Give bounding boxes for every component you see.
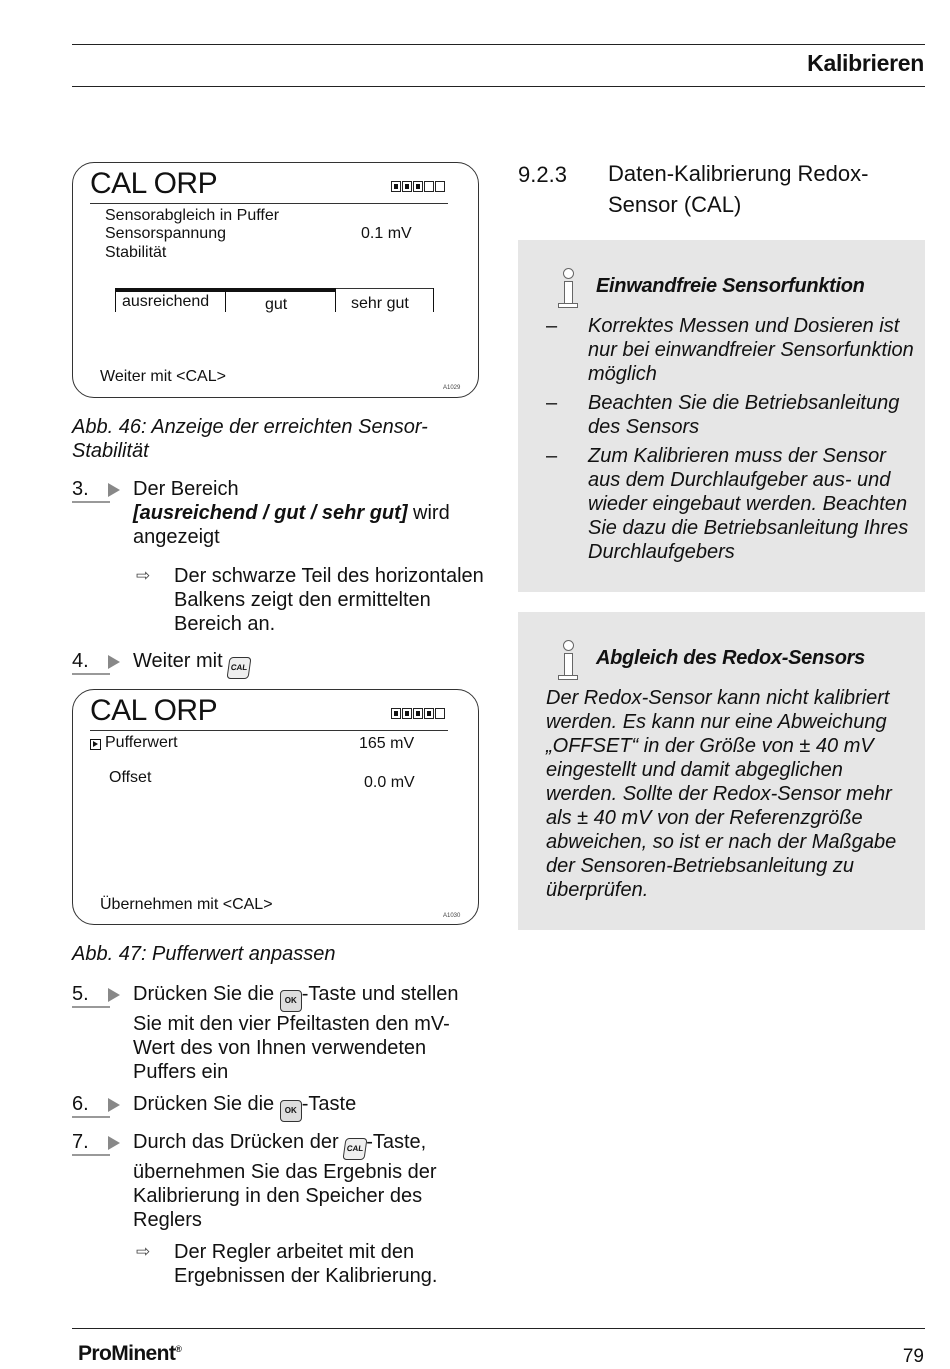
step-text-cont: -Taste: [301, 1093, 357, 1115]
list-item: – Korrektes Messen und Dosieren ist nur bei einwandfreier Sensorfunktion möglich: [546, 315, 914, 385]
stability-label-gut: gut: [265, 296, 288, 313]
note-text: Der Redox-Sensor kann nicht kalibriert werden. Es kann nur eine Abweichung „OFFSET“ in der Größe von ± 40 mV eingestellt und damit abgeglichen werden. Sollte der Redox-Sensor mehr als ± 40 mV von der Referenzgröße abweichen, so ist er nach der Maßgabe der Sensoren-Betriebsanleitung zu überprüfen.: [546, 687, 897, 901]
step-3-result: [72, 564, 492, 636]
display-line-2: Sensorspannung: [105, 225, 226, 242]
display-stability: [72, 162, 479, 398]
step-text: Durch das Drücken der: [133, 1131, 339, 1153]
figure-46-caption: Abb. 46: Anzeige der erreichten Sensor-Stabilität: [72, 416, 428, 462]
cursor-marker-icon: [90, 739, 101, 750]
sensor-voltage-value: 0.1 mV: [361, 225, 412, 242]
step-4: [72, 649, 492, 677]
offset-label: Offset: [109, 769, 152, 786]
ok-key-icon: OK: [280, 1100, 302, 1122]
note-redox-sensor: [518, 612, 925, 930]
arrow-right-icon: [108, 1136, 120, 1150]
cal-key-icon: CAL: [343, 1138, 368, 1160]
list-item: – Zum Kalibrieren muss der Sensor aus dem Durchlaufgeber aus- und wieder eingebaut werden. Beachten Sie dazu die Betriebsanleitung Ihres Durchlaufgebers: [546, 445, 909, 563]
result-text: Der Regler arbeitet mit den Ergebnissen der Kalibrierung.: [174, 1241, 438, 1287]
step-3: [72, 477, 492, 557]
header-bottom-rule: [72, 86, 925, 87]
arrow-right-icon: [108, 988, 120, 1002]
step-text-cont: -Taste, übernehmen Sie das Ergebnis der Kalibrierung in den Speicher des Reglers: [133, 1131, 437, 1231]
note-list: [546, 314, 916, 569]
note-title: Abgleich des Redox-Sensors: [596, 647, 865, 669]
note-sensor-function: [518, 240, 925, 592]
page-header-title: Kalibrieren: [807, 50, 924, 76]
figure-47-caption: Abb. 47: Pufferwert anpassen: [72, 943, 336, 965]
pufferwert-value: 165 mV: [359, 735, 415, 752]
step-number: 4.: [72, 649, 112, 673]
stability-label-ausreichend: ausreichend: [122, 293, 210, 310]
step-number: 3.: [72, 477, 112, 501]
signal-strength-indicator: [391, 708, 445, 719]
section-title: Daten-Kalibrierung Redox-Sensor (CAL): [608, 161, 869, 217]
display-buffer-value: [72, 689, 479, 925]
stability-label-sehr-gut: sehr gut: [351, 295, 409, 312]
step-7-result: [72, 1240, 492, 1290]
display-title: CAL ORP: [90, 167, 218, 200]
step-number: 7.: [72, 1130, 112, 1154]
ok-key-icon: OK: [280, 990, 302, 1012]
arrow-right-icon: [108, 1098, 120, 1112]
step-7: [72, 1130, 492, 1230]
title-underline: [90, 203, 448, 204]
list-item: – Beachten Sie die Betriebsanleitung des Sensors: [546, 392, 900, 438]
step-text: Weiter mit: [133, 650, 223, 672]
step-text: Drücken Sie die: [133, 983, 275, 1005]
info-icon: [556, 268, 578, 308]
display-line-1: Sensorabgleich in Puffer: [105, 207, 280, 224]
display-title: CAL ORP: [90, 694, 218, 727]
step-number: 6.: [72, 1092, 112, 1116]
arrow-right-icon: [108, 655, 120, 669]
arrow-right-icon: [108, 483, 120, 497]
step-text-cont: -Taste und stellen Sie mit den vier Pfeiltasten den mV-Wert des von Ihnen verwendeten Puffers ein: [133, 983, 459, 1083]
info-icon: [556, 640, 578, 680]
prominent-logo: ProMinent®: [78, 1342, 182, 1365]
step-6: [72, 1092, 492, 1120]
step-5: [72, 982, 492, 1082]
display-footer: Übernehmen mit <CAL>: [100, 896, 273, 913]
step-text: Der Bereich: [133, 478, 239, 500]
result-arrow-icon: ⇨: [136, 1242, 151, 1261]
step-text: Drücken Sie die: [133, 1093, 275, 1115]
cal-key-icon: CAL: [227, 657, 252, 679]
result-arrow-icon: ⇨: [136, 566, 151, 585]
figure-code: A1029: [443, 385, 461, 391]
stability-bar: [115, 288, 435, 314]
note-title: Einwandfreie Sensorfunktion: [596, 275, 865, 297]
header-top-rule: [72, 44, 925, 45]
page-number: 79: [902, 1346, 924, 1367]
step-number: 5.: [72, 982, 112, 1006]
result-text: Der schwarze Teil des horizontalen Balkens zeigt den ermittelten Bereich an.: [174, 565, 484, 635]
step-range-options: [ausreichend / gut / sehr gut]: [133, 502, 408, 524]
offset-value: 0.0 mV: [364, 774, 415, 791]
section-number: 9.2.3: [518, 162, 567, 187]
footer-rule: [72, 1328, 925, 1329]
display-line-3: Stabilität: [105, 244, 167, 261]
pufferwert-label: Pufferwert: [105, 734, 178, 751]
signal-strength-indicator: [391, 181, 445, 192]
title-underline: [90, 730, 448, 731]
figure-code: A1030: [443, 913, 461, 919]
step-text-cont: wird angezeigt: [133, 502, 450, 548]
display-footer: Weiter mit <CAL>: [100, 368, 226, 385]
